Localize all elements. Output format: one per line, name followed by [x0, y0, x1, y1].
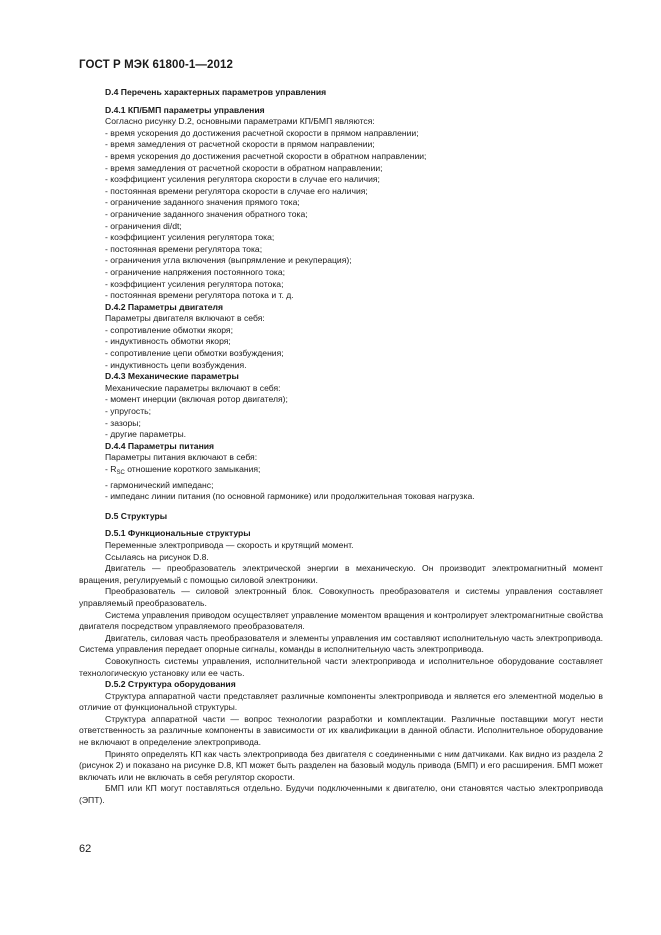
list-item: - импеданс линии питания (по основной гармонике) или продолжительная токовая нагрузка.	[105, 491, 475, 502]
list-item: - упругость;	[105, 406, 152, 417]
d43-list	[79, 394, 603, 440]
rsc-text: отношение короткого замыкания;	[124, 464, 261, 474]
section-heading-d51: D.5.1 Функциональные структуры	[105, 528, 251, 539]
list-item: - сопротивление цепи обмотки возбуждения;	[105, 348, 284, 359]
list-item: - коэффициент усиления регулятора потока;	[105, 278, 284, 289]
paragraph: Двигатель, силовая часть преобразователя и элементы управления им составляют исполнительную часть электропривода. Система управления передает опорные сигналы, команды в исполнительную часть электропривода.	[79, 632, 603, 655]
list-item: - постоянная времени регулятора скорости в случае его наличия;	[105, 185, 368, 196]
document-header: ГОСТ Р МЭК 61800-1—2012	[79, 59, 233, 71]
d41-intro: Согласно рисунку D.2, основными параметрами КП/БМП являются:	[105, 116, 375, 127]
list-item: - время ускорения до достижения расчетной скорости в прямом направлении;	[105, 127, 419, 138]
section-heading-d5: D.5 Структуры	[105, 510, 168, 521]
d51-line: Переменные электропривода — скорость и крутящий момент.	[105, 539, 354, 550]
list-item: - постоянная времени регулятора тока;	[105, 243, 263, 254]
list-item: - ограничение напряжения постоянного тока;	[105, 266, 285, 277]
page-number: 62	[79, 843, 92, 855]
section-heading-d4: D.4 Перечень характерных параметров управления	[105, 87, 327, 97]
list-item: - ограничение заданного значения прямого тока;	[105, 197, 300, 208]
list-item: - коэффициент усиления регулятора тока;	[105, 232, 275, 243]
d41-list	[79, 128, 603, 302]
list-item: - время ускорения до достижения расчетной скорости в обратном направлении;	[105, 150, 427, 161]
paragraph: Принято определять КП как часть электропривода без двигателя с соединенными с ним датчиками. Как видно из раздела 2 (рисунок 2) и показано на рисунке D.8, КП может быть разделен на базовый модуль привода (БМП) и его расширения. БМП может включать или не включать в себя регулятор скорости.	[79, 748, 603, 782]
section-heading-d52: D.5.2 Структура оборудования	[105, 679, 236, 690]
rsc-symbol: - R	[105, 464, 117, 474]
list-item: - ограничения di/dt;	[105, 220, 182, 231]
d44-list	[79, 464, 603, 503]
list-item: - гармонический импеданс;	[105, 479, 214, 490]
rsc-subscript: SC	[116, 470, 125, 476]
d43-intro: Механические параметры включают в себя:	[105, 382, 281, 393]
paragraph: Структура аппаратной части представляет различные компоненты электропривода и является его элементной моделью в отличие от функциональной структуры.	[79, 690, 603, 713]
list-item: - ограничение заданного значения обратного тока;	[105, 208, 308, 219]
section-heading-d43: D.4.3 Механические параметры	[105, 371, 239, 382]
d51-line: Ссылаясь на рисунок D.8.	[105, 551, 209, 562]
paragraph: Система управления приводом осуществляет управление моментом вращения и контролирует электромагнитные свойства двигателя посредством управляемого преобразователя.	[79, 609, 603, 632]
list-item: - коэффициент усиления регулятора скорости в случае его наличия;	[105, 174, 380, 185]
paragraph: Преобразователь — силовой электронный блок. Совокупность преобразователя и системы управления составляет управляемый преобразователь.	[79, 586, 603, 608]
list-item-rsc	[79, 464, 603, 480]
d44-intro: Параметры питания включают в себя:	[105, 452, 258, 463]
d42-intro: Параметры двигателя включают в себя:	[105, 313, 265, 324]
paragraph: Двигатель — преобразователь электрической энергии в механическую. Он производит электромагнитный момент вращения, регулируемый с помощью силовой электроники.	[79, 563, 603, 585]
list-item: - другие параметры.	[105, 429, 187, 440]
list-item: - постоянная времени регулятора потока и т. д.	[105, 290, 294, 301]
paragraph: Совокупность системы управления, исполнительной части электропривода и исполнительное оборудование составляет технологическую установку или ее часть.	[79, 655, 603, 678]
list-item: - сопротивление обмотки якоря;	[105, 324, 233, 335]
section-heading-d42: D.4.2 Параметры двигателя	[105, 301, 223, 312]
list-item: - индуктивность обмотки якоря;	[105, 336, 231, 347]
section-heading-d44: D.4.4 Параметры питания	[105, 440, 215, 451]
list-item: - время замедления от расчетной скорости в прямом направлении;	[105, 139, 375, 150]
list-item: - момент инерции (включая ротор двигателя);	[105, 394, 288, 405]
list-item: - индуктивность цепи возбуждения.	[105, 359, 247, 370]
paragraph: БМП или КП могут поставляться отдельно. Будучи подключенными к двигателю, они становятся частью электропривода (ЭПТ).	[79, 783, 603, 806]
d42-list	[79, 325, 603, 371]
paragraph: Структура аппаратной части — вопрос технологии разработки и комплектации. Различные поставщики могут нести ответственность за различные компоненты в зависимости от их квалификации в данной области. Исполнительное оборудование не включают в определение электропривода.	[79, 713, 603, 748]
section-heading-d41: D.4.1 КП/БМП параметры управления	[105, 104, 265, 115]
list-item: - время замедления от расчетной скорости в обратном направлении;	[105, 162, 383, 173]
list-item: - зазоры;	[105, 417, 141, 428]
list-item: - ограничения угла включения (выпрямление и рекуперация);	[105, 255, 352, 266]
document-body	[79, 87, 603, 807]
